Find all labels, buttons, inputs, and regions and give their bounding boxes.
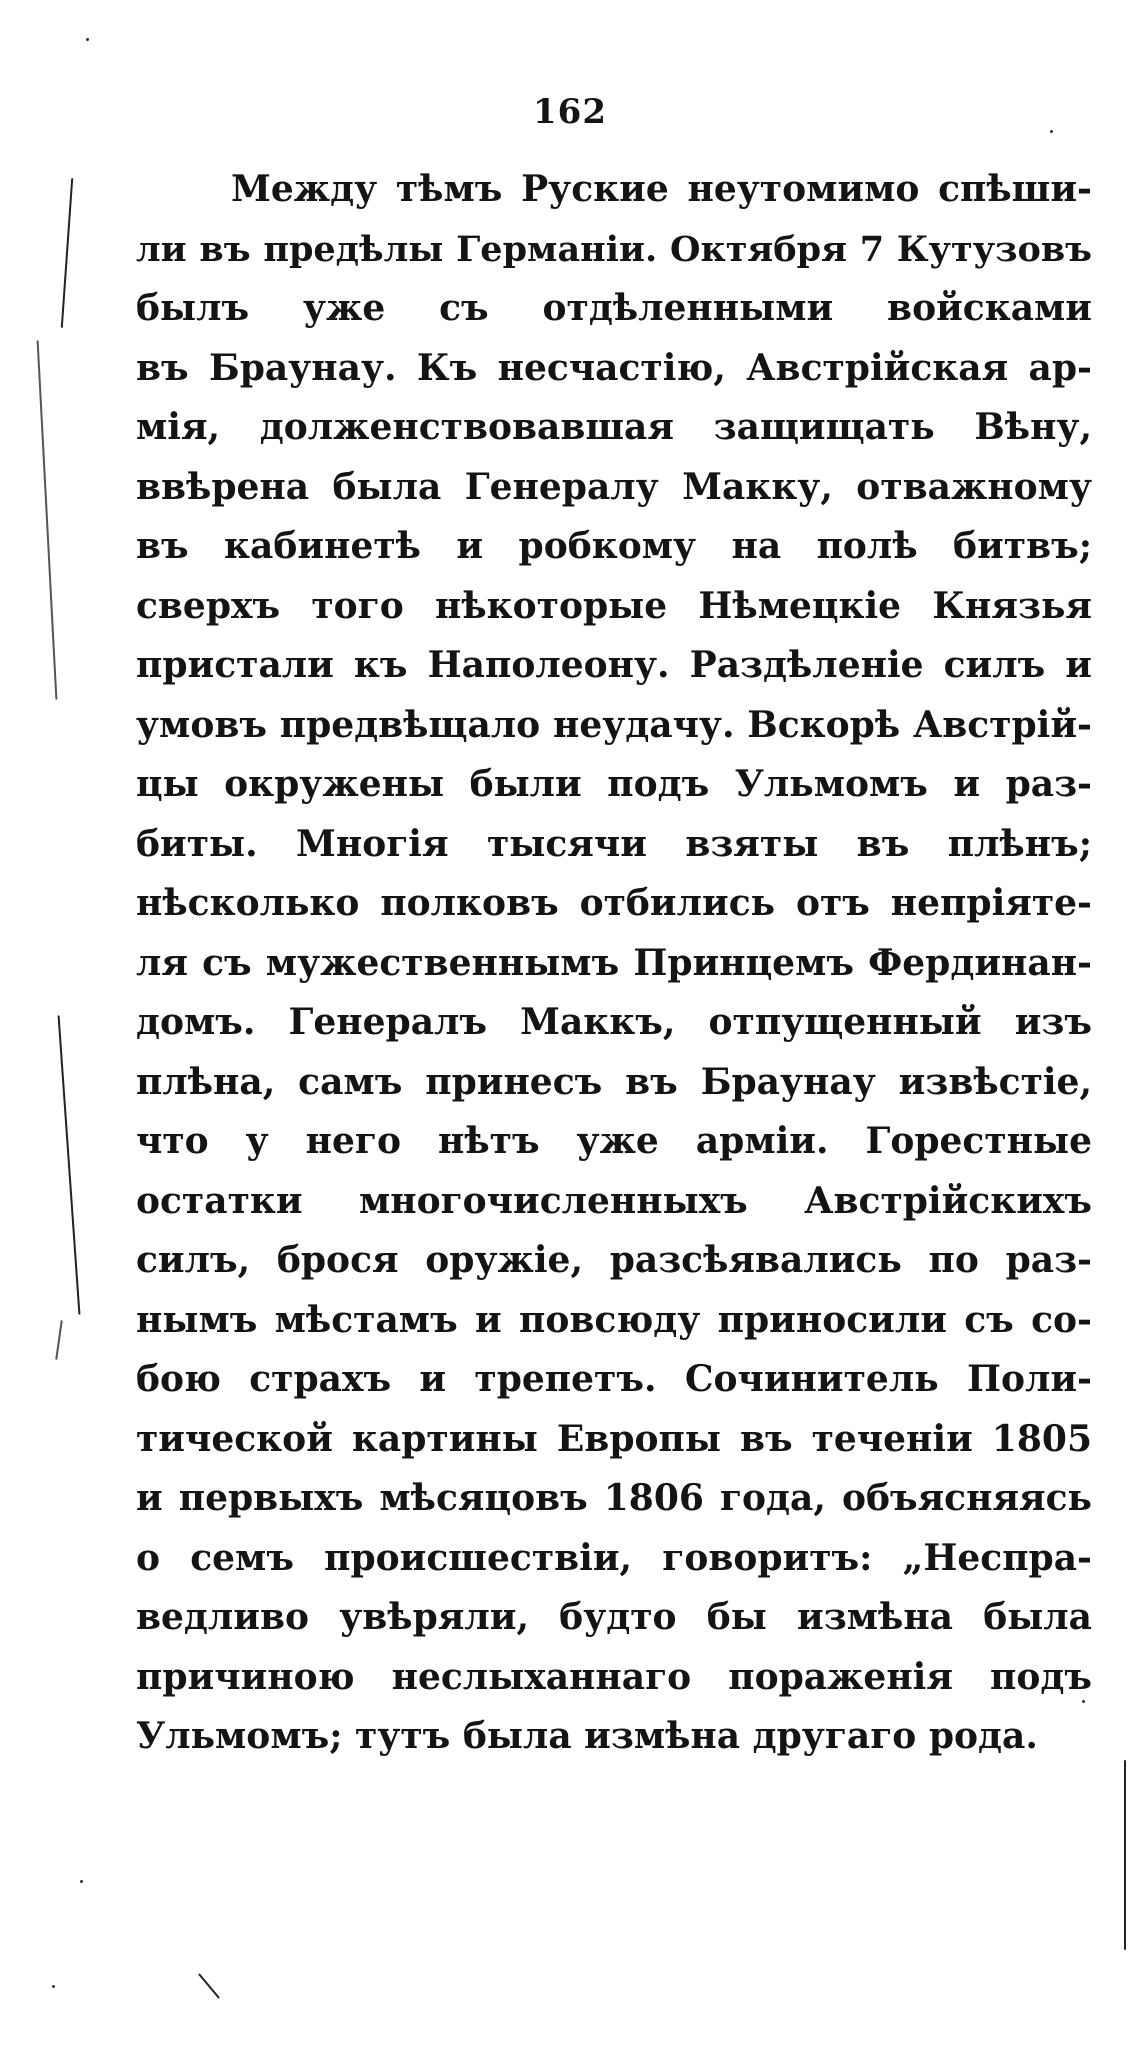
text-line: ведливо увѣряли, будто бы измѣна была	[136, 1596, 1092, 1638]
text-line: и первыхъ мѣсяцовъ 1806 года, объясняясь	[136, 1477, 1092, 1519]
text-line: домъ. Генералъ Маккъ, отпущенный изъ	[136, 1001, 1092, 1043]
text-line: причиною неслыханнаго пораженія подъ	[136, 1655, 1092, 1698]
text-line: что у него нѣтъ уже арміи. Горестные	[136, 1120, 1092, 1162]
text-line: ля съ мужественнымъ Принцемъ Фердинан-	[136, 941, 1092, 984]
text-line: тической картины Европы въ теченіи 1805	[136, 1417, 1092, 1460]
page-number: 162	[533, 92, 607, 132]
text-line: нѣсколько полковъ отбились отъ непріяте-	[136, 882, 1092, 924]
margin-pencil-mark	[55, 1320, 63, 1360]
text-line: плѣна, самъ принесъ въ Браунау извѣстіе,	[136, 1060, 1092, 1103]
text-line: въ Браунау. Къ несчастію, Австрійская ар-	[136, 346, 1092, 389]
text-line: цы окружены были подъ Ульмомъ и раз-	[136, 763, 1092, 805]
text-line: остатки многочисленныхъ Австрійскихъ	[136, 1179, 1092, 1222]
text-line: мія, долженствовавшая защищать Вѣну,	[136, 406, 1092, 448]
text-line: силъ, брося оружіе, разсѣявались по раз-	[136, 1239, 1092, 1281]
text-line: биты. Многія тысячи взяты въ плѣнъ;	[136, 822, 1092, 865]
text-line: былъ уже съ отдѣленными войсками	[136, 287, 1092, 329]
margin-pencil-mark	[61, 178, 73, 328]
margin-pencil-mark	[198, 1973, 220, 1999]
text-line: въ кабинетѣ и робкому на полѣ битвъ;	[136, 525, 1092, 567]
text-line: ввѣрена была Генералу Макку, отважному	[136, 465, 1092, 508]
text-line: умовъ предвѣщало неудачу. Вскорѣ Австрій-	[136, 703, 1092, 746]
text-line: бою страхъ и трепетъ. Сочинитель Поли-	[136, 1358, 1092, 1400]
text-line: нымъ мѣстамъ и повсюду приносили съ со-	[136, 1298, 1092, 1341]
margin-pencil-mark	[37, 340, 58, 700]
body-text	[136, 160, 1092, 1767]
text-line: Между тѣмъ Руские неутомимо спѣши-	[231, 168, 1092, 210]
text-line: сверхъ того нѣкоторые Нѣмецкіе Князья	[136, 584, 1092, 627]
text-line: пристали къ Наполеону. Раздѣленіе силъ и	[136, 644, 1092, 686]
scan-speck	[52, 1985, 55, 1988]
text-line: о семъ происшествіи, говоритъ: „Неспра-	[136, 1536, 1092, 1579]
scan-speck	[80, 1880, 83, 1883]
margin-pencil-mark	[58, 1015, 81, 1314]
text-line: Ульмомъ; тутъ была измѣна другаго рода.	[136, 1715, 1038, 1757]
text-line: ли въ предѣлы Германіи. Октября 7 Кутузовъ	[136, 228, 1092, 270]
scan-speck	[1050, 130, 1053, 133]
scan-speck	[86, 38, 89, 41]
margin-pencil-mark	[1124, 1760, 1126, 1950]
